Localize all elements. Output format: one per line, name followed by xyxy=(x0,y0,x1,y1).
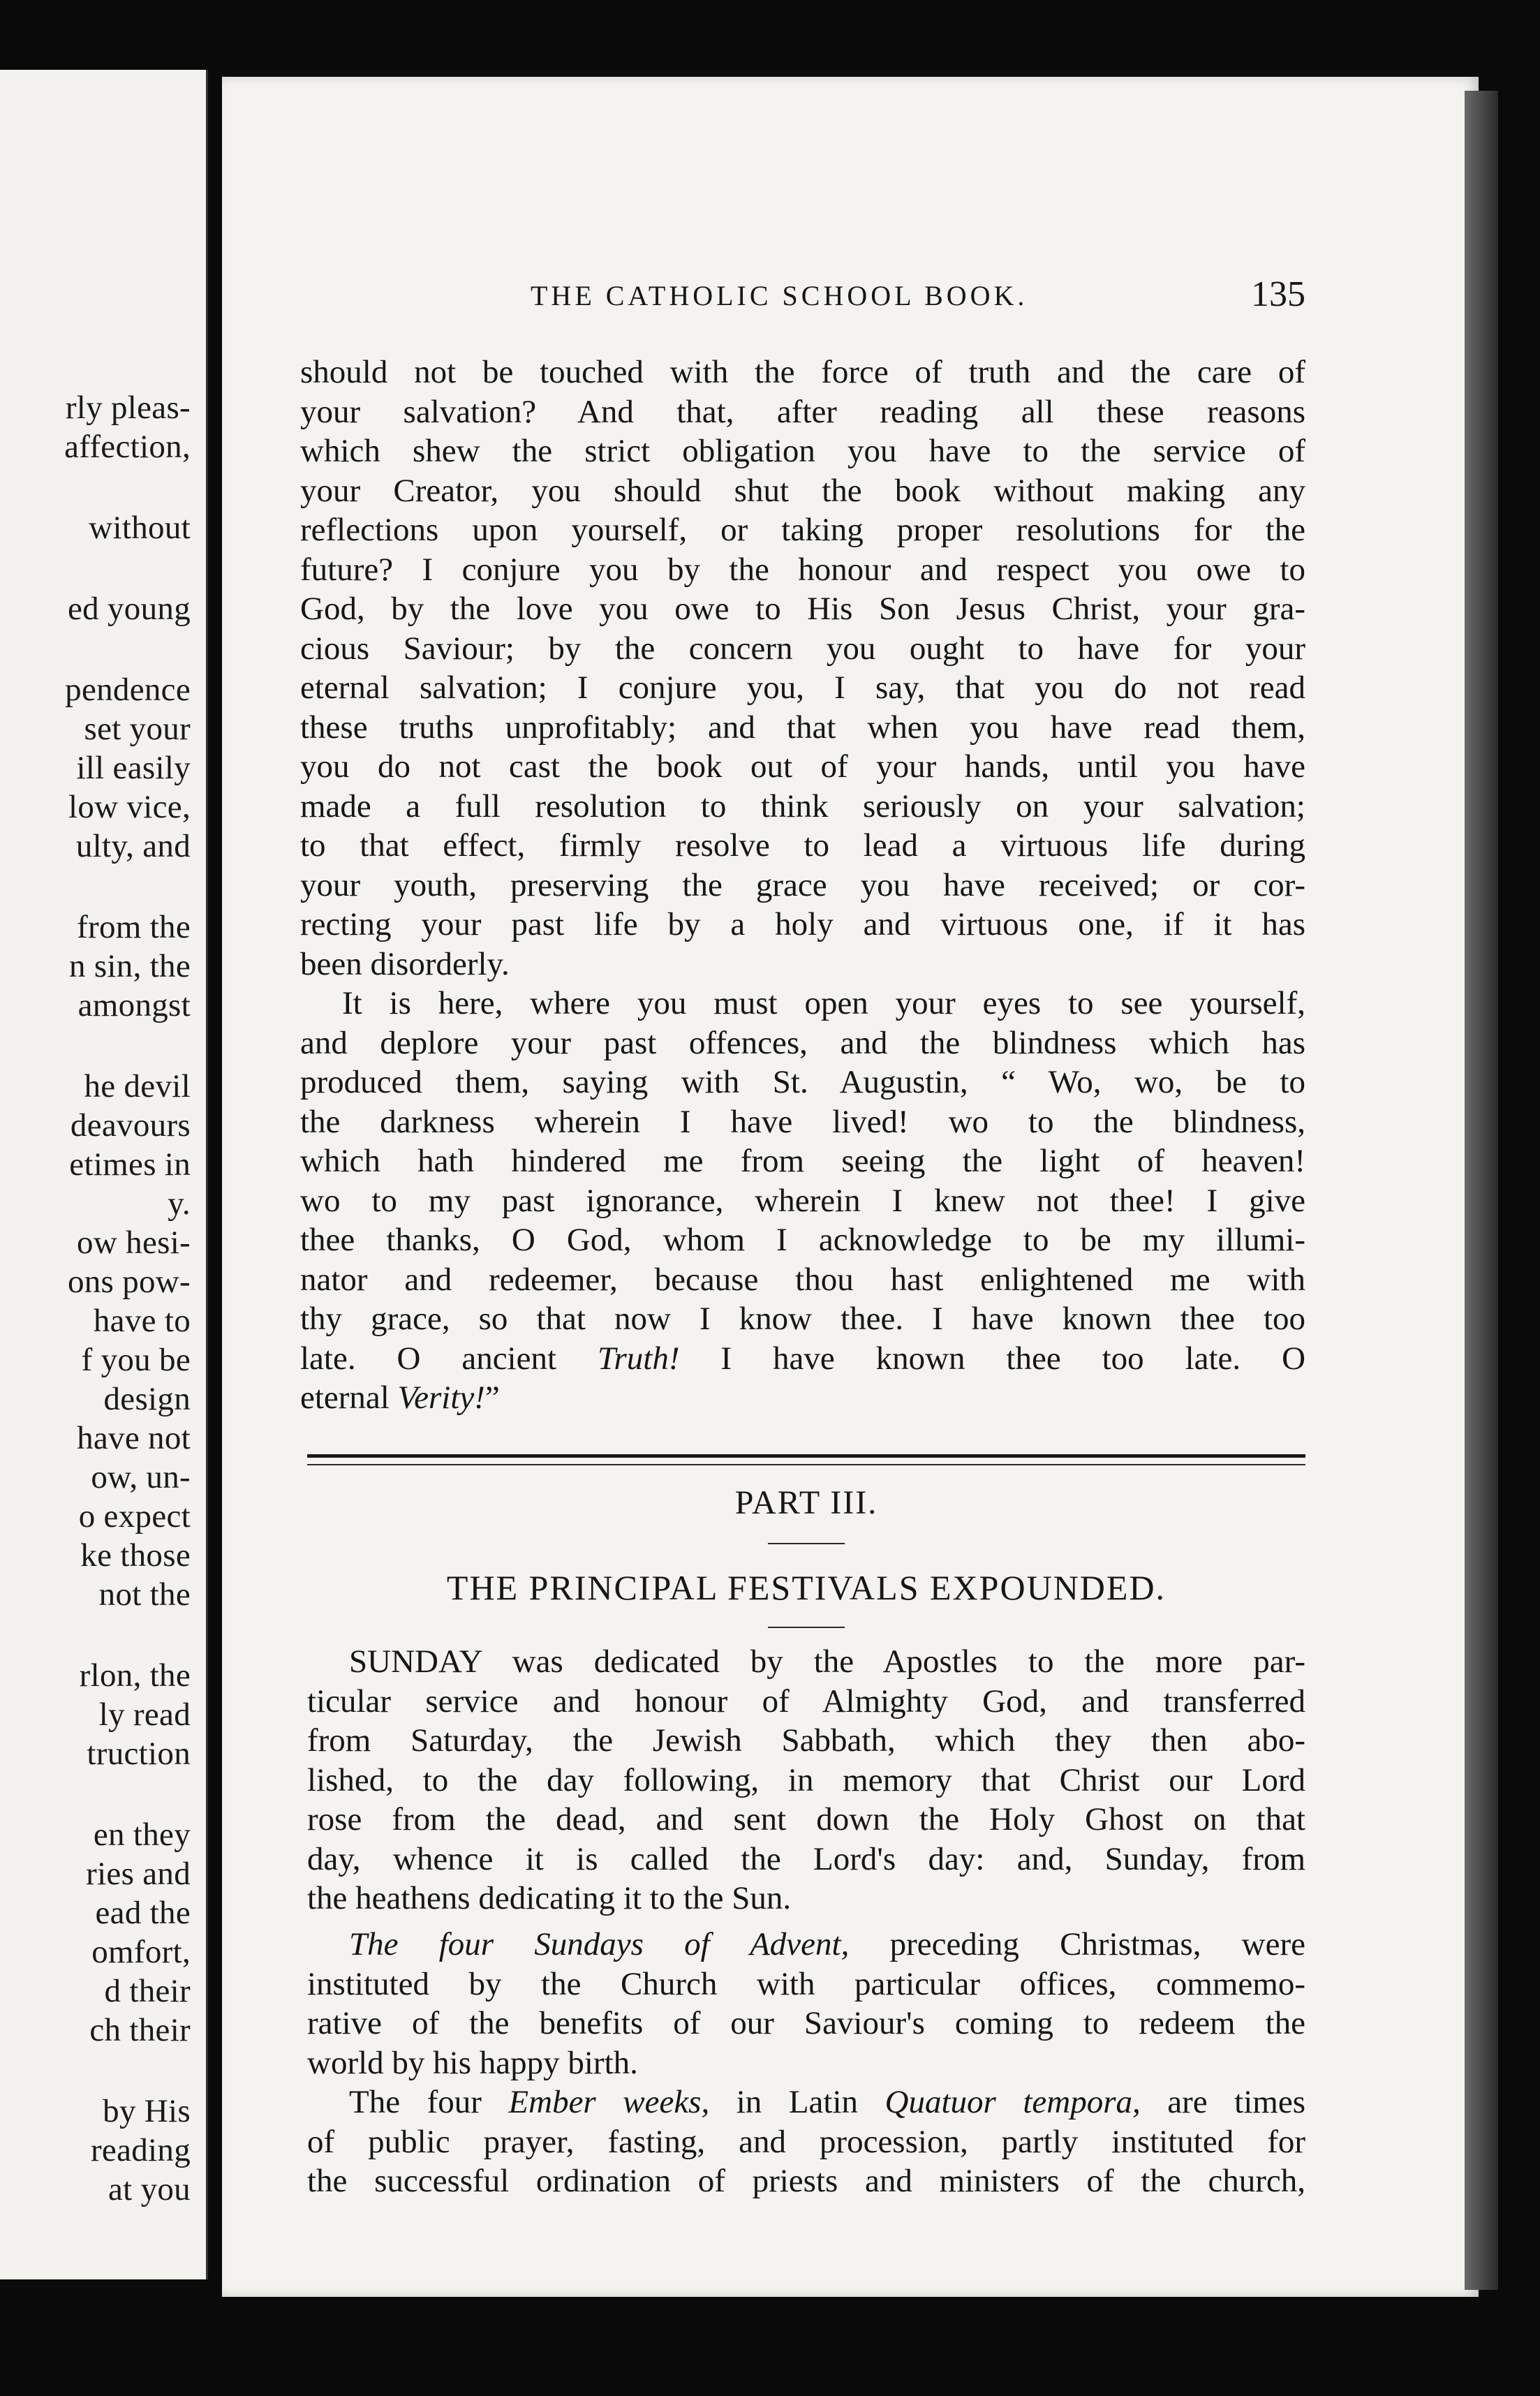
text-line xyxy=(307,1925,1305,1965)
fragment-line: design xyxy=(103,1381,191,1417)
fragment-line: have not xyxy=(77,1420,191,1456)
fragment-line: ly read xyxy=(98,1696,191,1733)
section-rule-thin xyxy=(307,1464,1305,1465)
text-line: been disorderly. xyxy=(300,945,510,982)
fragment-line: o expect xyxy=(78,1498,191,1535)
fragment-line: omfort, xyxy=(91,1934,191,1970)
text-line: the heathens dedicating it to the Sun. xyxy=(307,1880,792,1916)
fragment-line: low vice, xyxy=(68,789,191,825)
title-divider xyxy=(768,1543,845,1544)
fragment-line: pendence xyxy=(65,672,191,708)
text-line: cious Saviour; by the concern you ought to have for your xyxy=(300,630,1305,667)
text-line xyxy=(300,1339,1305,1379)
text-line: from Saturday, the Jewish Sabbath, which they then abo- xyxy=(307,1722,1305,1759)
text-line: day, whence it is called the Lord's day: and, Sunday, from xyxy=(307,1840,1305,1877)
paragraph-augustin xyxy=(300,984,1305,1418)
text-line xyxy=(300,1378,1305,1418)
text-line: and deplore your past offences, and the blindness which has xyxy=(300,1024,1305,1061)
fragment-line: from the xyxy=(77,909,191,945)
text-line: thee thanks, O God, whom I acknowledge to be my illumi- xyxy=(300,1222,1305,1258)
fragment-line: etimes in xyxy=(69,1146,191,1183)
text-line: recting your past life by a holy and virtuous one, if it has xyxy=(300,906,1305,942)
text-line: the darkness wherein I have lived! wo to the blindness, xyxy=(300,1103,1305,1140)
text-line: should not be touched with the force of truth and the care of xyxy=(300,354,1305,390)
fragment-line: set your xyxy=(84,711,191,747)
section-divider xyxy=(768,1627,845,1628)
text-line: instituted by the Church with particular offices, commemo- xyxy=(307,1965,1305,2002)
text-run: ” xyxy=(484,1380,500,1416)
fragment-line: ow hesi- xyxy=(77,1225,191,1261)
italic-term: Truth! xyxy=(597,1340,680,1377)
fragment-line: en they xyxy=(93,1817,191,1853)
fragment-line: reading xyxy=(90,2132,191,2168)
advent-term: The four Sundays of Advent, xyxy=(349,1926,850,1962)
fragment-line: affection, xyxy=(64,429,191,465)
text-line: these truths unprofitably; and that when you have read them, xyxy=(300,709,1305,746)
text-line: of public prayer, fasting, and procession, partly instituted for xyxy=(307,2123,1305,2160)
text-run: preceding Christmas, were xyxy=(849,1926,1305,1962)
text-line: reflections upon yourself, or taking proper resolutions for the xyxy=(300,512,1305,548)
fragment-line: n sin, the xyxy=(68,948,191,984)
paragraph-sunday xyxy=(307,1642,1305,1918)
text-line: nator and redeemer, because thou hast enlightened me with xyxy=(300,1261,1305,1298)
paragraph-ember xyxy=(307,2083,1305,2201)
text-line: God, by the love you owe to His Son Jesus Christ, your gra- xyxy=(300,591,1305,627)
page-header xyxy=(531,274,1305,321)
fragment-line: ill easily xyxy=(76,750,191,786)
text-line: world by his happy birth. xyxy=(307,2044,638,2081)
part-title: PART III. xyxy=(734,1484,878,1521)
paragraph-salvation xyxy=(300,353,1305,984)
fragment-line: not the xyxy=(98,1576,191,1613)
fragment-line: ries and xyxy=(86,1856,191,1892)
running-head: THE CATHOLIC SCHOOL BOOK. xyxy=(531,280,1028,311)
previous-page-fragment xyxy=(0,70,208,2279)
fragment-line: amongst xyxy=(77,987,191,1023)
text-line xyxy=(307,2083,1305,2122)
italic-term: Verity! xyxy=(397,1380,485,1416)
fragment-line: by His xyxy=(103,2093,191,2129)
fragment-line: have to xyxy=(93,1303,191,1339)
page-edge-shadow xyxy=(1465,91,1498,2290)
fragment-line: ke those xyxy=(80,1537,191,1574)
fragment-line: ons pow- xyxy=(67,1264,191,1300)
text-line: future? I conjure you by the honour and respect you owe to xyxy=(300,551,1305,588)
text-run: are times xyxy=(1140,2084,1305,2120)
fragment-line: ch their xyxy=(89,2012,191,2048)
text-run: late. O ancient xyxy=(300,1340,598,1377)
text-line: thy grace, so that now I know thee. I have known thee too xyxy=(300,1301,1305,1337)
paragraph-advent xyxy=(307,1925,1305,2083)
fragment-line: ow, un- xyxy=(91,1459,191,1495)
text-line: made a full resolution to think seriously on your salvation; xyxy=(300,787,1305,824)
fragment-line: f you be xyxy=(81,1342,191,1378)
text-line: which hath hindered me from seeing the light of heaven! xyxy=(300,1143,1305,1179)
fragment-line: rlon, the xyxy=(79,1657,191,1694)
text-line: wo to my past ignorance, wherein I knew not thee! I give xyxy=(300,1182,1305,1219)
fragment-line: d their xyxy=(104,1973,191,2009)
text-line: your Creator, you should shut the book without making any xyxy=(300,472,1305,509)
section-rule-thick xyxy=(307,1454,1305,1458)
text-line: the successful ordination of priests and ministers of the church, xyxy=(307,2163,1305,2199)
text-line: which shew the strict obligation you have to the service of xyxy=(300,433,1305,469)
text-run: eternal xyxy=(300,1380,398,1416)
text-line: ticular service and honour of Almighty God, and transferred xyxy=(307,1683,1305,1720)
text-line: rative of the benefits of our Saviour's coming to redeem the xyxy=(307,2005,1305,2041)
fragment-line: without xyxy=(89,510,191,546)
text-line: rose from the dead, and sent down the Holy Ghost on that xyxy=(307,1801,1305,1837)
fragment-line: ed young xyxy=(67,591,191,627)
page-number: 135 xyxy=(1251,274,1305,314)
fragment-line: at you xyxy=(108,2171,191,2208)
text-line: your youth, preserving the grace you have received; or cor- xyxy=(300,866,1305,903)
ember-term: Ember weeks, xyxy=(508,2084,710,2120)
text-line: you do not cast the book out of your hands, until you have xyxy=(300,748,1305,785)
fragment-line: ead the xyxy=(95,1895,191,1931)
text-run: The four xyxy=(349,2084,509,2120)
fragment-line: truction xyxy=(87,1736,191,1772)
fragment-line: rly pleas- xyxy=(65,390,191,426)
text-line: It is here, where you must open your eyes to see yourself, xyxy=(342,985,1305,1021)
fragment-line: he devil xyxy=(84,1068,191,1104)
text-line: to that effect, firmly resolve to lead a virtuous life during xyxy=(300,827,1305,864)
text-line: lished, to the day following, in memory that Christ our Lord xyxy=(307,1761,1305,1798)
text-run: in Latin xyxy=(709,2084,885,2120)
text-run: I have known thee too late. O xyxy=(679,1340,1306,1377)
latin-term: Quatuor tempora, xyxy=(884,2084,1141,2120)
fragment-line: ulty, and xyxy=(75,828,191,864)
section-title: THE PRINCIPAL FESTIVALS EXPOUNDED. xyxy=(446,1568,1167,1607)
text-line: eternal salvation; I conjure you, I say, that you do not read xyxy=(300,670,1305,706)
text-line: SUNDAY was dedicated by the Apostles to the more par- xyxy=(349,1643,1305,1680)
fragment-line: deavours xyxy=(70,1107,191,1144)
fragment-line: y. xyxy=(168,1185,191,1222)
text-line: produced them, saying with St. Augustin, “ Wo, wo, be to xyxy=(300,1064,1305,1100)
text-line: your salvation? And that, after reading all these reasons xyxy=(300,393,1305,430)
